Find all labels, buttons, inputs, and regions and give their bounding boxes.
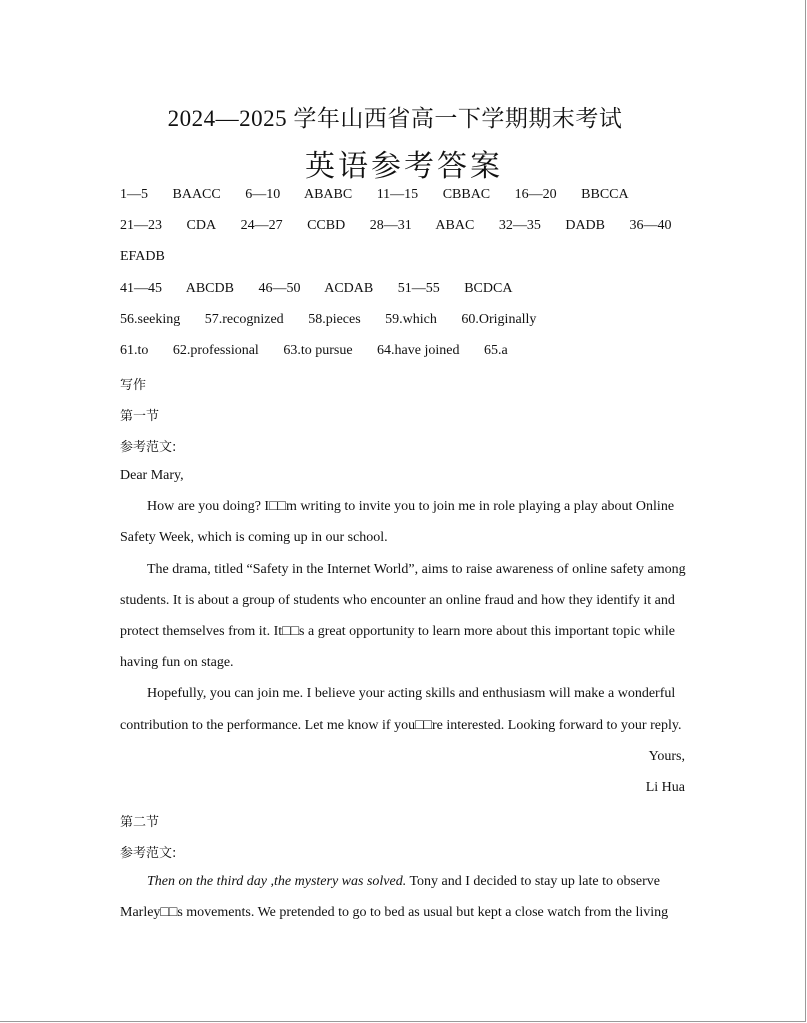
sample-essay-label: 参考范文: (120, 846, 177, 861)
answer-range: 46—50 (258, 281, 301, 296)
answer-letters: DADB (565, 218, 605, 233)
given-opening-sentence: Then on the third day ,the mystery was solved. (147, 874, 407, 889)
answer-word: 59.which (385, 312, 437, 327)
paragraph-line: Marley□□s movements. We pretended to go to bed as usual but kept a close watch from the living (120, 905, 669, 920)
answer-letters: ABABC (303, 187, 353, 202)
answer-range: 36—40 (629, 218, 672, 233)
sample-essay-label: 参考范文: (120, 440, 177, 455)
answer-word: 58.pieces (308, 312, 361, 327)
paragraph-text: Tony and I decided to stay up late to observe (406, 874, 661, 889)
paragraph-line (120, 874, 717, 890)
answer-range: 51—55 (397, 281, 440, 296)
answer-letters: CBBAC (442, 187, 491, 202)
letter-signature: Li Hua (645, 780, 685, 795)
answer-row-4 (120, 281, 512, 297)
answer-letters: BBCCA (581, 187, 629, 202)
answer-word: 57.recognized (204, 312, 284, 327)
answer-letters: BCDCA (464, 281, 513, 296)
writing-heading: 写作 (120, 378, 147, 393)
answer-word: 63.to pursue (283, 343, 353, 358)
answer-word: 61.to (120, 343, 149, 358)
answer-range: 24—27 (240, 218, 283, 233)
answer-range: 21—23 (120, 218, 162, 233)
answer-row-6 (120, 343, 508, 359)
section-2-heading: 第二节 (120, 815, 160, 830)
paragraph-line: contribution to the performance. Let me know if you□□re interested. Looking forward to your reply. (120, 718, 682, 733)
paragraph-line: protect themselves from it. It□□s a great opportunity to learn more about this important topic while (120, 624, 676, 639)
answer-range: 6—10 (245, 187, 281, 202)
answer-word: 60.Originally (461, 312, 537, 327)
paragraph-line: Safety Week, which is coming up in our school. (120, 530, 388, 545)
exam-title: 2024—2025 学年山西省高一下学期期末考试 (167, 106, 623, 131)
answer-row-1 (120, 187, 629, 203)
answer-letters: EFADB (120, 249, 165, 264)
answer-row-3 (120, 249, 165, 265)
letter-closing: Yours, (648, 749, 685, 764)
answer-letters: ACDAB (324, 281, 374, 296)
answer-word: 56.seeking (120, 312, 181, 327)
answer-word: 65.a (483, 343, 508, 358)
answer-key-title: 英语参考答案 (305, 150, 503, 183)
paragraph-line: The drama, titled “Safety in the Internet World”, aims to raise awareness of online safety among (147, 562, 686, 577)
letter-salutation: Dear Mary, (120, 468, 184, 483)
answer-word: 62.professional (172, 343, 259, 358)
answer-range: 11—15 (376, 187, 419, 202)
answer-letters: CDA (186, 218, 217, 233)
answer-letters: CCBD (307, 218, 346, 233)
answer-range: 32—35 (498, 218, 541, 233)
answer-letters: ABAC (435, 218, 475, 233)
answer-range: 16—20 (514, 187, 557, 202)
section-1-heading: 第一节 (120, 409, 160, 424)
answer-range: 41—45 (120, 281, 162, 296)
answer-row-5 (120, 312, 536, 328)
answer-range: 1—5 (120, 187, 148, 202)
answer-range: 28—31 (369, 218, 412, 233)
paragraph-line: Hopefully, you can join me. I believe your acting skills and enthusiasm will make a wonderful (147, 686, 676, 701)
answer-letters: ABCDB (185, 281, 234, 296)
paragraph-line: having fun on stage. (120, 655, 234, 670)
answer-letters: BAACC (172, 187, 221, 202)
paragraph-line: How are you doing? I□□m writing to invite you to join me in role playing a play about Online (147, 499, 675, 514)
answer-row-2 (120, 218, 672, 234)
answer-word: 64.have joined (377, 343, 460, 358)
paragraph-line: students. It is about a group of students who encounter an online fraud and how they identify it and (120, 593, 675, 608)
